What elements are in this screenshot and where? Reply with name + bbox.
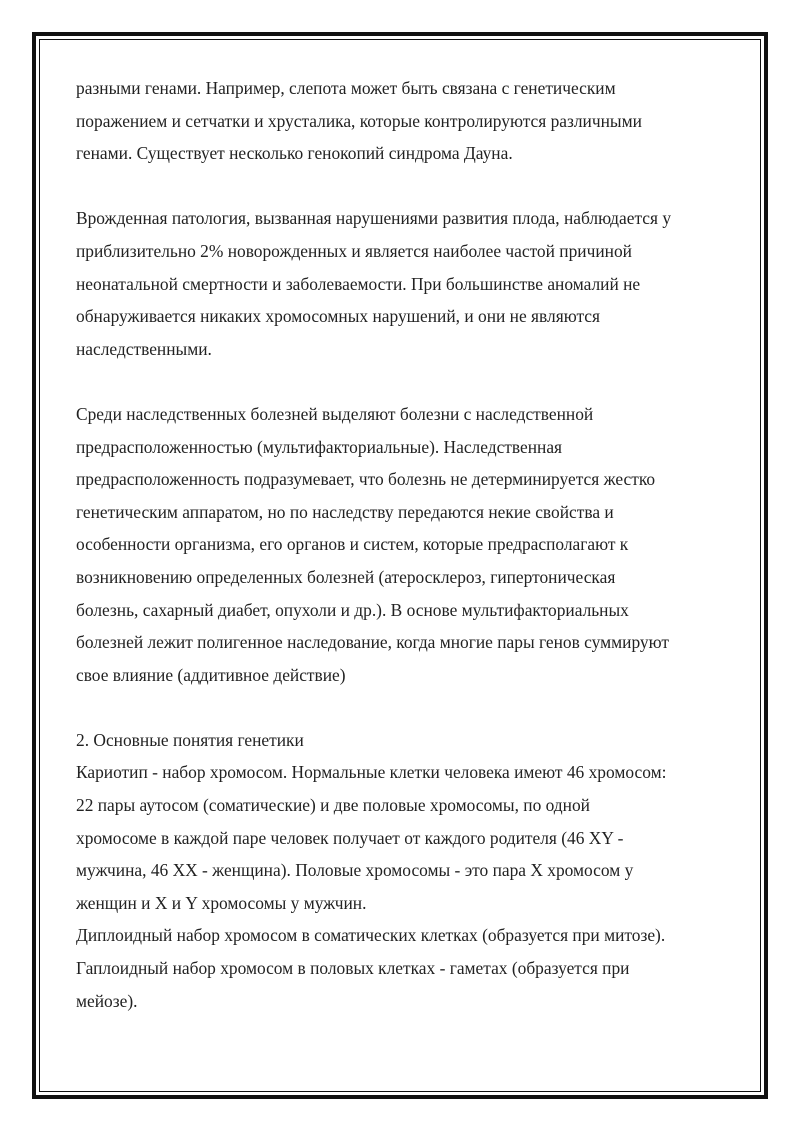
text-line: неонатальной смертности и заболеваемости. При большинстве аномалий не <box>76 273 641 294</box>
paragraph <box>76 724 736 1017</box>
text-line: возникновению определенных болезней (атеросклероз, гипертоническая <box>76 566 616 587</box>
section-heading: 2. Основные понятия генетики <box>76 729 304 750</box>
text-line: хромосоме в каждой паре человек получает от каждого родителя (46 XY - <box>76 827 624 848</box>
text-line: Врожденная патология, вызванная нарушениями развития плода, наблюдается у <box>76 208 672 229</box>
text-line: генами. Существует несколько генокопий синдрома Дауна. <box>76 143 513 164</box>
paragraph-gap <box>76 170 736 203</box>
text-line: Диплоидный набор хромосом в соматических клетках (образуется при митозе). <box>76 925 666 946</box>
text-line: Кариотип - набор хромосом. Нормальные клетки человека имеют 46 хромосом: <box>76 762 667 783</box>
text-line: 22 пары аутосом (соматические) и две половые хромосомы, по одной <box>76 795 590 816</box>
text-line: мейозе). <box>76 990 138 1011</box>
paragraph <box>76 72 736 170</box>
text-line: поражением и сетчатки и хрусталика, которые контролируются различными <box>76 110 642 131</box>
text-line: генетическим аппаратом, но по наследству передаются некие свойства и <box>76 501 614 522</box>
paragraph <box>76 398 736 691</box>
text-line: предрасположенность подразумевает, что болезнь не детерминируется жестко <box>76 469 656 490</box>
paragraph-gap <box>76 691 736 724</box>
text-line: мужчина, 46 XX - женщина). Половые хромосомы - это пара X хромосом у <box>76 860 634 881</box>
text-line: предрасположенностью (мультифакториальные). Наследственная <box>76 436 563 457</box>
document-body <box>76 72 736 1017</box>
text-line: болезней лежит полигенное наследование, когда многие пары генов суммируют <box>76 632 669 653</box>
text-line: наследственными. <box>76 338 212 359</box>
text-line: Среди наследственных болезней выделяют болезни с наследственной <box>76 403 594 424</box>
text-line: свое влияние (аддитивное действие) <box>76 664 346 685</box>
text-line: Гаплоидный набор хромосом в половых клетках - гаметах (образуется при <box>76 958 630 979</box>
text-line: женщин и X и Y хромосомы у мужчин. <box>76 892 367 913</box>
text-line: обнаруживается никаких хромосомных нарушений, и они не являются <box>76 306 600 327</box>
paragraph <box>76 202 736 365</box>
text-line: особенности организма, его органов и систем, которые предрасполагают к <box>76 534 629 555</box>
text-line: болезнь, сахарный диабет, опухоли и др.). В основе мультифакториальных <box>76 599 629 620</box>
paragraph-gap <box>76 365 736 398</box>
text-line: приблизительно 2% новорожденных и является наиболее частой причиной <box>76 240 632 261</box>
text-line: разными генами. Например, слепота может быть связана с генетическим <box>76 78 616 98</box>
